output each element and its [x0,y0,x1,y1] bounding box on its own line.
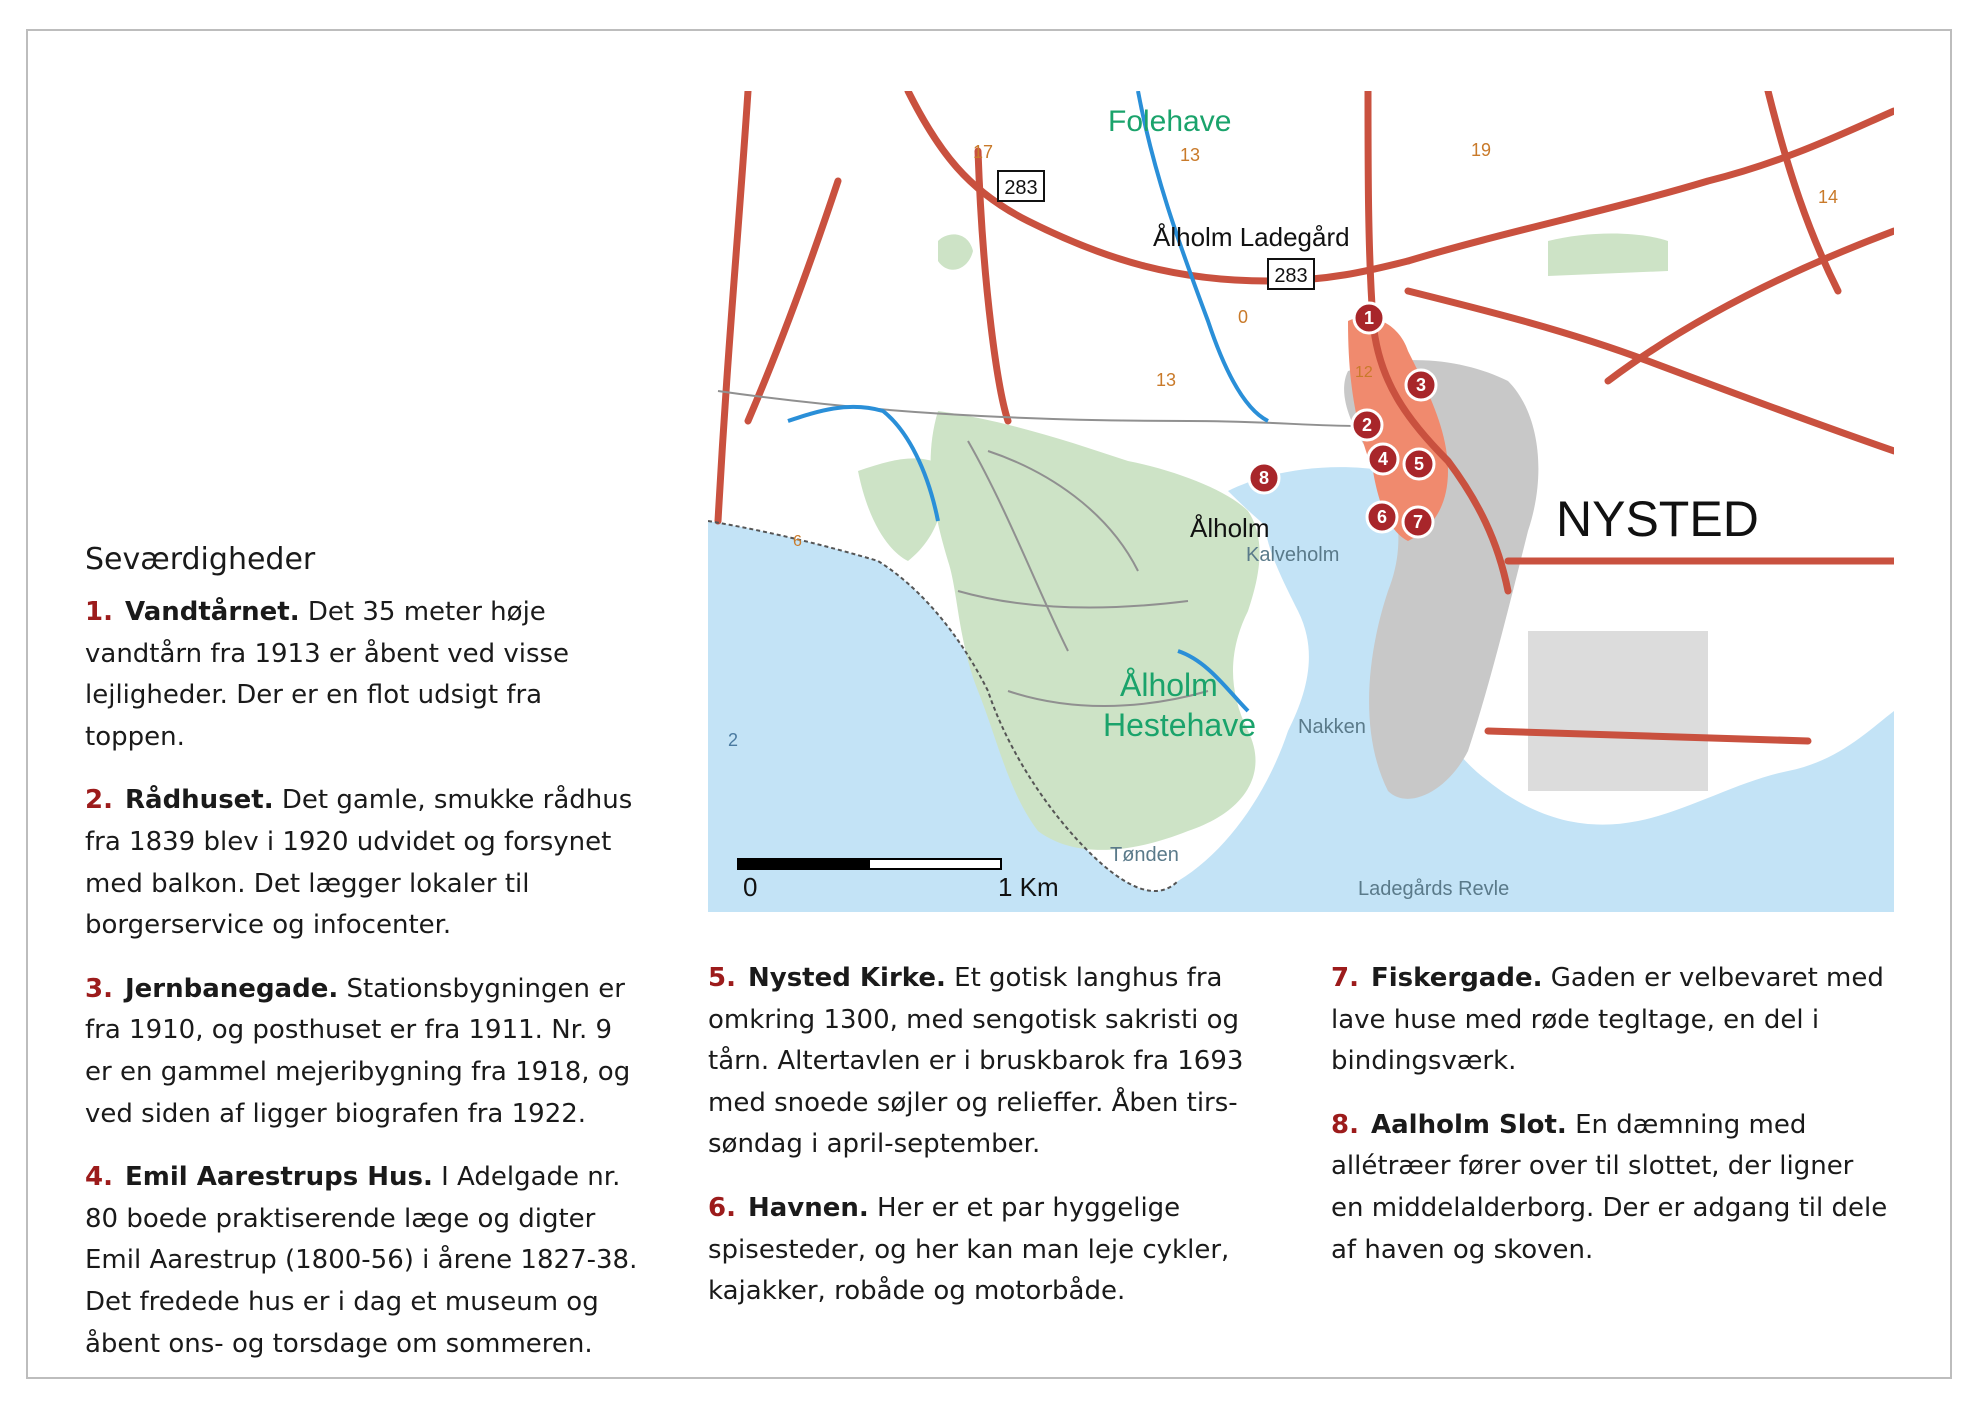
sight-item-4: 4. Emil Aarestrups Hus. I Adelgade nr. 80 boede praktiserende læge og digter Emil Aarestrup (1800-56) i årene 1827-38. Det fredede hus er i dag et museum og åbent ons- og torsdage om sommeren. [85,1162,638,1359]
column-1 [85,540,645,1387]
marker-8 [1249,463,1279,493]
svg-text:13: 13 [1156,370,1177,390]
label-hestehave-1: Ålholm [1120,667,1218,703]
label-revle: Ladegårds Revle [1358,878,1510,900]
sight-item-2: 2. Rådhuset. Det gamle, smukke rådhus fra 1839 blev i 1920 udvidet og forsynet med balkon. Det lægger lokaler til borgerservice og infocenter. [85,785,633,941]
svg-text:17: 17 [973,142,994,162]
svg-text:13: 13 [1180,145,1201,165]
label-alholm: Ålholm [1190,513,1270,543]
svg-text:7: 7 [1412,512,1424,532]
marker-3 [1406,370,1436,400]
scale-start: 0 [743,872,758,902]
label-tonden: Tønden [1110,844,1179,866]
area-map [708,91,1894,912]
marker-4 [1368,444,1398,474]
scale-bar [738,859,1001,869]
marker-5 [1404,449,1434,479]
sight-item-3: 3. Jernbanegade. Stationsbygningen er fra 1910, og posthuset er fra 1911. Nr. 9 er en gammel mejeribygning fra 1918, og ved siden af ligger biografen fra 1922. [85,973,631,1129]
marker-6 [1367,502,1397,532]
marker-7 [1403,507,1433,537]
svg-text:283: 283 [1274,265,1308,287]
svg-text:4: 4 [1377,449,1389,469]
scale-end: 1 Km [998,872,1059,902]
label-nysted: NYSTED [1556,491,1759,547]
svg-text:2: 2 [728,730,739,750]
svg-text:1: 1 [1363,308,1375,328]
marker-1 [1354,303,1384,333]
svg-text:0: 0 [1238,307,1249,327]
column-3 [1331,958,1891,1293]
sight-item-7: 7. Fiskergade. Gaden er velbevaret med lave huse med røde tegltage, en del i bindingsværk. [1331,963,1884,1077]
label-kalveholm: Kalveholm [1246,544,1340,566]
sight-item-8: 8. Aalholm Slot. En dæmning med allétræer fører over til slottet, der ligner en middelalderborg. Der er adgang til dele af haven og skoven. [1331,1109,1888,1265]
svg-text:12: 12 [1355,364,1373,381]
svg-text:283: 283 [1004,177,1038,199]
road-sign-283a [998,171,1044,201]
svg-text:6: 6 [1376,507,1388,527]
sight-item-1: 1. Vandtårnet. Det 35 meter høje vandtårn fra 1913 er åbent ved visse lejligheder. Der er en flot udsigt fra toppen. [85,597,570,752]
svg-text:2: 2 [1361,415,1373,435]
sight-item-6: 6. Havnen. Her er et par hyggelige spisesteder, og her kan man leje cykler, kajakker, robåde og motorbåde. [708,1192,1230,1307]
svg-text:8: 8 [1258,468,1270,488]
section-heading: Seværdigheder [85,542,316,577]
sight-item-5: 5. Nysted Kirke. Et gotisk langhus fra omkring 1300, med sengotisk sakristi og tårn. Altertavlen er i bruskbarok fra 1693 med snoede søjler og relieffer. Åben tirs-søndag i april-september. [708,963,1244,1160]
svg-text:6: 6 [793,533,802,550]
svg-text:3: 3 [1415,375,1427,395]
svg-text:19: 19 [1471,140,1492,160]
svg-text:14: 14 [1818,187,1839,207]
marker-2 [1352,410,1382,440]
column-2 [708,958,1268,1335]
label-nakken: Nakken [1298,716,1366,738]
svg-text:5: 5 [1413,454,1425,474]
label-folehave: Folehave [1108,105,1232,138]
label-ladegard: Ålholm Ladegård [1153,222,1350,252]
label-hestehave-2: Hestehave [1103,707,1256,743]
road-sign-283b [1268,259,1314,289]
